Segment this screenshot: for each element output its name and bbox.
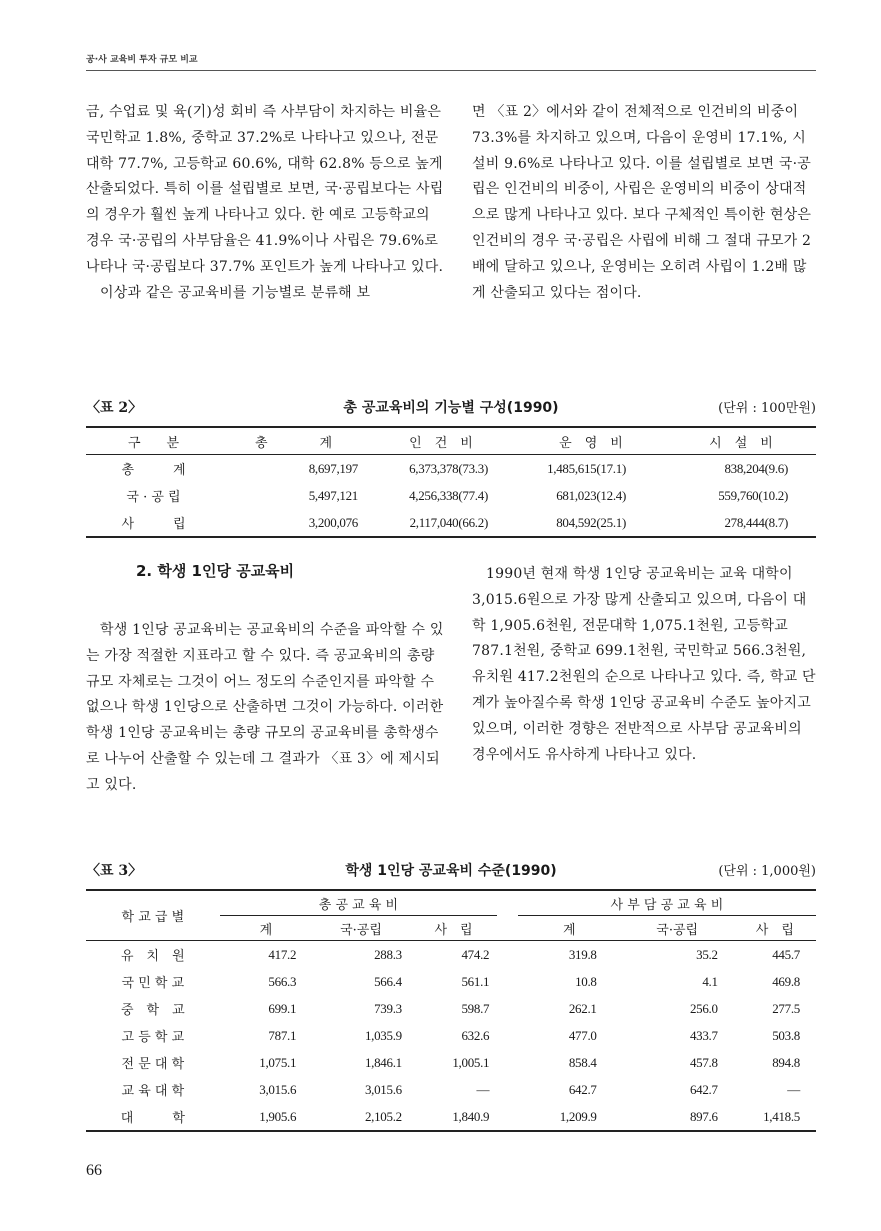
- table-row: [86, 968, 816, 995]
- table-row: [86, 941, 816, 969]
- cell: 804,592(25.1): [556, 514, 626, 530]
- table-2: [86, 426, 816, 538]
- table3-subheader: 국·공립: [312, 916, 410, 941]
- table3-row-header: 학 교 급 별: [86, 890, 220, 941]
- cell: 1,418.5: [763, 1108, 800, 1124]
- table-row: [86, 455, 816, 483]
- table-3: [86, 889, 816, 1132]
- running-head: 공·사 교육비 투자 규모 비교: [86, 55, 198, 65]
- cell: 894.8: [772, 1054, 800, 1070]
- cell: 1,905.6: [259, 1108, 297, 1124]
- cell: 838,204(9.6): [724, 460, 788, 476]
- row-label: 국 민 학 교: [121, 976, 185, 991]
- section-title: 2. 학생 1인당 공교육비: [136, 562, 295, 580]
- table3-gap: [497, 995, 518, 1022]
- table3-group-header: 사 부 담 공 교 육 비: [518, 890, 816, 916]
- cell: 632.6: [461, 1027, 490, 1043]
- body-paragraph: 금, 수업료 및 육(기)성 회비 즉 사부담이 차지하는 비율은 국민학교 1.8%, 중학교 37.2%로 나타나고 있으나, 전문대학 77.7%, 고등학교 60.6%, 대학 62.8% 등으로 높게 산출되었다. 특히 이를 설립별로 보면, 국·공립보다는 사립의 경우가 훨씬 높게 나타나고 있다. 한 예로 고등학교의 경우 국·공립의 사부담율은 41.9%이나 사립은 79.6%로 나타나 국·공립보다 37.7% 포인트가 높게 나타나고 있다.: [86, 104, 444, 275]
- table3-gap: [497, 916, 518, 941]
- table3-subheader: 사 립: [410, 916, 497, 941]
- cell: 2,117,040(66.2): [409, 514, 488, 530]
- table2-header: 인 건 비: [366, 427, 516, 455]
- cell: 3,200,076: [308, 514, 358, 530]
- table3-gap: [497, 1076, 518, 1103]
- table3-gap: [497, 1049, 518, 1076]
- table2-header: 운 영 비: [516, 427, 666, 455]
- cell: 642.7: [689, 1081, 718, 1097]
- table3-subheader: 사 립: [734, 916, 816, 941]
- table2-label: 〈표 2〉: [86, 400, 143, 416]
- table3-subheader: 계: [220, 916, 313, 941]
- table3-unit: (단위 : 1,000원): [718, 864, 816, 879]
- table3-gap: [497, 968, 518, 995]
- table3-gap: [497, 1022, 518, 1049]
- row-label: 교 육 대 학: [121, 1084, 185, 1099]
- table3-subheader: 국·공립: [621, 916, 734, 941]
- table-row: [86, 1076, 816, 1103]
- table3-subheader: 계: [518, 916, 621, 941]
- cell: —: [787, 1081, 800, 1097]
- table3-label: 〈표 3〉: [86, 863, 143, 879]
- cell: 559,760(10.2): [718, 487, 788, 503]
- cell: 469.8: [772, 973, 800, 989]
- table2-header: 시 설 비: [666, 427, 816, 455]
- table3-title: 학생 1인당 공교육비 수준(1990): [345, 863, 557, 879]
- row-label: 대 학: [120, 1111, 185, 1126]
- cell: 445.7: [772, 946, 800, 962]
- cell: 642.7: [568, 1081, 597, 1097]
- cell: 858.4: [568, 1054, 597, 1070]
- cell: 503.8: [772, 1027, 800, 1043]
- cell: 787.1: [268, 1027, 297, 1043]
- body-paragraph: 이상과 같은 공교육비를 기능별로 분류해 보: [100, 284, 371, 301]
- mid-right-column: [472, 562, 817, 768]
- cell: 566.3: [268, 973, 297, 989]
- cell: 8,697,197: [308, 460, 358, 476]
- cell: 566.4: [374, 973, 402, 989]
- cell: 1,035.9: [364, 1027, 402, 1043]
- cell: 278,444(8.7): [724, 514, 788, 530]
- cell: 681,023(12.4): [556, 487, 626, 503]
- mid-left-column: [86, 618, 446, 799]
- cell: 1,485,615(17.1): [547, 460, 626, 476]
- table3-group-header: 총 공 교 육 비: [220, 890, 498, 916]
- cell: 2,105.2: [364, 1108, 402, 1124]
- table3-gap: [497, 1103, 518, 1131]
- cell: 277.5: [772, 1000, 800, 1016]
- cell: 5,497,121: [308, 487, 358, 503]
- cell: 598.7: [461, 1000, 490, 1016]
- top-right-column: [472, 100, 817, 306]
- table2-unit: (단위 : 100만원): [718, 401, 816, 416]
- table-row: [86, 1022, 816, 1049]
- cell: 417.2: [268, 946, 297, 962]
- cell: 262.1: [568, 1000, 597, 1016]
- table-row: [86, 482, 816, 509]
- cell: 1,005.1: [452, 1054, 490, 1070]
- cell: 319.8: [568, 946, 597, 962]
- table-row: [86, 995, 816, 1022]
- cell: 897.6: [689, 1108, 718, 1124]
- cell: 6,373,378(73.3): [409, 460, 488, 476]
- row-label: 사 립: [121, 517, 186, 532]
- cell: 433.7: [689, 1027, 718, 1043]
- header-rule: [86, 70, 816, 71]
- cell: 256.0: [689, 1000, 718, 1016]
- cell: 1,075.1: [259, 1054, 297, 1070]
- row-label: 총 계: [121, 463, 186, 478]
- cell: 477.0: [568, 1027, 597, 1043]
- body-paragraph: 1990년 현재 학생 1인당 공교육비는 교육 대학이 3,015.6원으로 가장 많게 산출되고 있으며, 다음이 대학 1,905.6천원, 전문대학 1,075.1천원, 고등학교 787.1천원, 중학교 699.1천원, 국민학교 566.3천원, 유치원 417.2천원의 순으로 나타나고 있다. 즉, 학교 단계가 높아질수록 학생 1인당 공교육비 수준도 높아지고 있으며, 이러한 경향은 전반적으로 사부담 공교육비의 경우에서도 유사하게 나타나고 있다.: [472, 566, 816, 763]
- table-row: [86, 1103, 816, 1131]
- row-label: 고 등 학 교: [121, 1030, 185, 1045]
- table3-header-row: [86, 890, 816, 916]
- row-label: 전 문 대 학: [121, 1057, 185, 1072]
- body-paragraph: 면 〈표 2〉에서와 같이 전체적으로 인건비의 비중이 73.3%를 차지하고 있으며, 다음이 운영비 17.1%, 시설비 9.6%로 나타나고 있다. 이를 설립별로 보면 국·공립은 인건비의 비중이, 사립은 운영비의 비중이 상대적으로 많게 나타나고 있다. 보다 구체적인 특이한 현상은 인건비의 경우 국·공립은 사립에 비해 그 절대 규모가 2배에 달하고 있으나, 운영비는 오히려 사립이 1.2배 많게 산출되고 있다는 점이다.: [472, 104, 812, 301]
- cell: 561.1: [461, 973, 490, 989]
- cell: 3,015.6: [259, 1081, 297, 1097]
- table2-header: 총 계: [221, 427, 366, 455]
- cell: 699.1: [268, 1000, 297, 1016]
- cell: 1,846.1: [364, 1054, 402, 1070]
- table2-title: 총 공교육비의 기능별 구성(1990): [343, 400, 559, 416]
- table-row: [86, 1049, 816, 1076]
- page-number: 66: [86, 1162, 102, 1179]
- cell: —: [476, 1081, 490, 1097]
- top-left-column: [86, 100, 446, 306]
- table3-gap: [497, 941, 518, 969]
- cell: 4,256,338(77.4): [409, 487, 488, 503]
- row-label: 국 · 공 립: [126, 490, 181, 505]
- cell: 1,840.9: [452, 1108, 490, 1124]
- cell: 457.8: [689, 1054, 718, 1070]
- table-row: [86, 509, 816, 537]
- row-label: 유 치 원: [120, 949, 185, 964]
- cell: 4.1: [702, 973, 718, 989]
- table2-header: 구 분: [86, 427, 221, 455]
- table3-gap: [497, 890, 518, 916]
- cell: 739.3: [374, 1000, 402, 1016]
- cell: 3,015.6: [364, 1081, 402, 1097]
- cell: 35.2: [696, 946, 718, 962]
- cell: 10.8: [575, 973, 597, 989]
- cell: 1,209.9: [559, 1108, 597, 1124]
- body-paragraph: 학생 1인당 공교육비는 공교육비의 수준을 파악할 수 있는 가장 적절한 지표라고 할 수 있다. 즉 공교육비의 총량 규모 자체로는 그것이 어느 정도의 수준인지를 파악할 수 없으나 학생 1인당으로 산출하면 그것이 가능하다. 이러한 학생 1인당 공교육비는 총량 규모의 공교육비를 총학생수로 나누어 산출할 수 있는데 그 결과가 〈표 3〉에 제시되고 있다.: [86, 622, 444, 793]
- cell: 474.2: [461, 946, 490, 962]
- row-label: 중 학 교: [120, 1003, 185, 1018]
- table2-header-row: [86, 427, 816, 455]
- cell: 288.3: [374, 946, 402, 962]
